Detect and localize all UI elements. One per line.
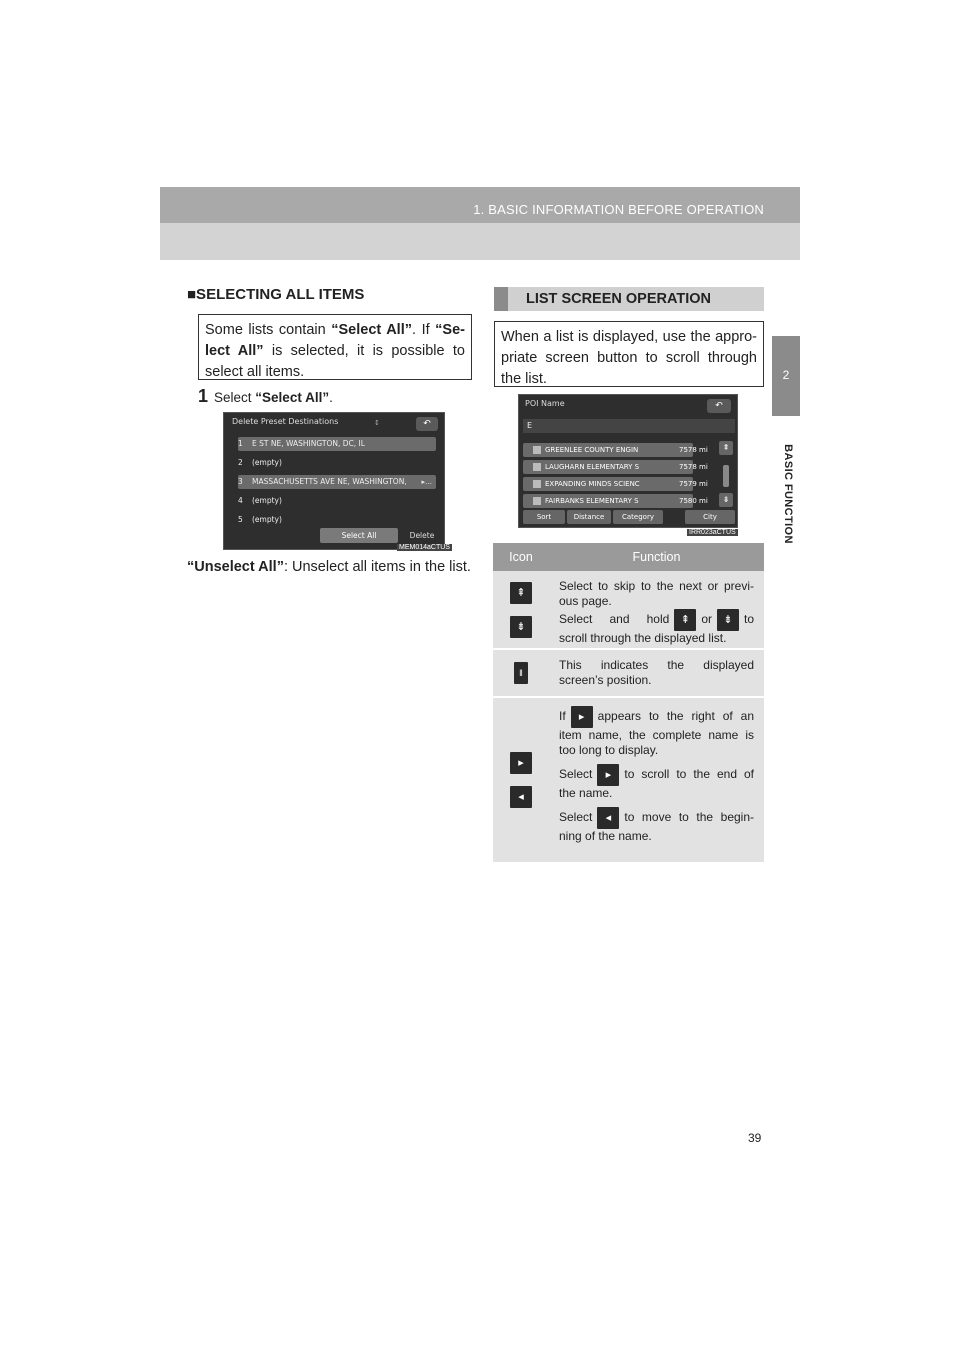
screen-title: Delete Preset Destinations: [232, 417, 339, 426]
row-label: MASSACHUSETTS AVE NE, WASHINGTON,: [252, 477, 407, 486]
screenshot-delete-preset: [223, 412, 445, 550]
function-paragraph: [559, 706, 754, 758]
row-label: (empty): [252, 458, 282, 467]
step-number: 1: [198, 386, 209, 406]
image-code: MEM014aCTUS: [399, 544, 450, 551]
page-up-icon: ⇞: [510, 582, 532, 604]
function-text: to scroll to the end of the name.: [559, 767, 754, 800]
delete-button[interactable]: Delete: [409, 531, 435, 540]
distance: 7579 mi: [679, 480, 708, 488]
function-text-line2: [559, 609, 754, 646]
row-number: 2: [238, 458, 243, 467]
show-more-icon: ▸: [510, 752, 532, 774]
function-text: Select: [559, 810, 593, 825]
col-header-function: Function: [632, 550, 681, 564]
icon-function-table: [493, 543, 764, 864]
function-cell: [549, 571, 764, 648]
row-label: E ST NE, WASHINGTON, DC, IL: [252, 439, 365, 448]
list-item[interactable]: [238, 456, 436, 470]
step-text: .: [329, 390, 333, 405]
back-icon[interactable]: ↶: [416, 417, 438, 431]
image-code: IRR023aCTUS: [689, 529, 736, 536]
show-more-icon: ▸: [571, 706, 593, 728]
row-number: 5: [238, 515, 243, 524]
back-icon[interactable]: ↶: [707, 399, 731, 413]
tab-category[interactable]: Category: [613, 510, 663, 524]
page-up-icon: ⇞: [674, 609, 696, 631]
list-item[interactable]: [523, 460, 693, 474]
chapter-number: 2: [782, 368, 790, 382]
list-item[interactable]: [238, 513, 436, 527]
section-heading-selecting: ■SELECTING ALL ITEMS: [187, 286, 365, 303]
screen-title: POI Name: [525, 399, 565, 408]
icon-cell: [493, 698, 549, 862]
list-item[interactable]: [238, 475, 436, 489]
row-number: 3: [238, 477, 243, 486]
tab-sort[interactable]: Sort: [523, 510, 565, 524]
select-all-button[interactable]: Select All: [320, 528, 398, 543]
chapter-label-container: [780, 396, 796, 596]
table-row: [493, 650, 764, 698]
step-1: [198, 386, 333, 407]
note-text: . If: [412, 322, 436, 338]
note-box-select-all: [198, 314, 472, 380]
table-row: [493, 571, 764, 650]
show-beginning-icon: ◂: [510, 786, 532, 808]
step-text: Select: [214, 390, 256, 405]
search-input[interactable]: E: [523, 419, 735, 433]
section-heading-list-screen: [494, 287, 764, 311]
row-label: (empty): [252, 515, 282, 524]
function-cell: This indicates the displayed screen’s position.: [559, 658, 754, 687]
function-text: appears to the right of an item name, the complete name is too long to display.: [559, 709, 754, 757]
table-row: [493, 698, 764, 864]
show-more-icon: ▸: [597, 764, 619, 786]
row-label: (empty): [252, 496, 282, 505]
table-header: [493, 543, 764, 571]
function-text: to move to the begin-ning of the name.: [559, 810, 754, 843]
poi-icon: [533, 463, 541, 471]
list-item[interactable]: [238, 494, 436, 508]
step-bold: “Select All”: [255, 390, 330, 405]
function-text: to scroll through the displayed list.: [559, 612, 754, 645]
poi-icon: [533, 497, 541, 505]
header-subbar: [160, 223, 800, 260]
page-number: 39: [748, 1131, 762, 1145]
list-item[interactable]: [523, 494, 693, 508]
tab-distance[interactable]: Distance: [567, 510, 611, 524]
scroll-position-icon: [723, 465, 729, 487]
header-bar: [160, 187, 800, 223]
page-down-icon: ⇟: [717, 609, 739, 631]
page-down-icon: ⇟: [510, 616, 532, 638]
icon-cell: [493, 650, 549, 696]
heading-text: LIST SCREEN OPERATION: [526, 291, 712, 307]
para-bold: “Unselect All”: [187, 559, 284, 575]
list-item[interactable]: [523, 477, 693, 491]
note-bold: “Se-lect All”: [205, 322, 465, 359]
function-paragraph: [559, 764, 754, 801]
list-item[interactable]: [523, 443, 693, 457]
function-text: Select and hold: [559, 612, 670, 627]
note-bold: “Select All”: [331, 322, 412, 338]
note-text: is selected, it is possible to select all items.: [205, 343, 465, 380]
row-label: EXPANDING MINDS SCIENC: [545, 480, 640, 488]
list-item[interactable]: [238, 437, 436, 451]
function-text: If: [559, 709, 566, 724]
scroll-position-icon: ‖: [514, 662, 528, 684]
para-text: : Unselect all items in the list.: [283, 559, 471, 575]
header-title: 1. BASIC INFORMATION BEFORE OPERATION: [473, 202, 764, 217]
distance: 7578 mi: [679, 446, 708, 454]
poi-icon: [533, 446, 541, 454]
page-down-icon[interactable]: ⇟: [719, 493, 733, 507]
heading-marker: [494, 287, 508, 311]
function-text: Select: [559, 767, 593, 782]
show-more-icon[interactable]: ▸…: [421, 478, 432, 486]
note-box-list-screen: When a list is displayed, use the appro-priate screen button to scroll through the list.: [494, 321, 764, 387]
function-text: or: [701, 612, 712, 627]
icon-cell: [493, 571, 549, 648]
screenshot-poi-name: [518, 394, 738, 528]
col-header-icon: Icon: [509, 550, 533, 564]
function-paragraph: [559, 807, 754, 844]
row-number: 1: [238, 439, 243, 448]
note-text: Some lists contain: [205, 322, 332, 338]
distance: 7578 mi: [679, 463, 708, 471]
show-beginning-icon: ◂: [597, 807, 619, 829]
poi-icon: [533, 480, 541, 488]
distance: 7580 mi: [679, 497, 708, 505]
chapter-label: BASIC FUNCTION: [782, 444, 794, 544]
function-text: Select to skip to the next or previ-ous page.: [559, 579, 754, 608]
scroll-indicator-icon: ↕: [374, 419, 380, 427]
page-up-icon[interactable]: ⇞: [719, 441, 733, 455]
row-label: FAIRBANKS ELEMENTARY S: [545, 497, 639, 505]
tab-city[interactable]: City: [685, 510, 735, 524]
row-number: 4: [238, 496, 243, 505]
unselect-all-paragraph: [187, 556, 471, 578]
row-label: GREENLEE COUNTY ENGIN: [545, 446, 639, 454]
function-cell: [549, 698, 764, 862]
row-label: LAUGHARN ELEMENTARY S: [545, 463, 640, 471]
